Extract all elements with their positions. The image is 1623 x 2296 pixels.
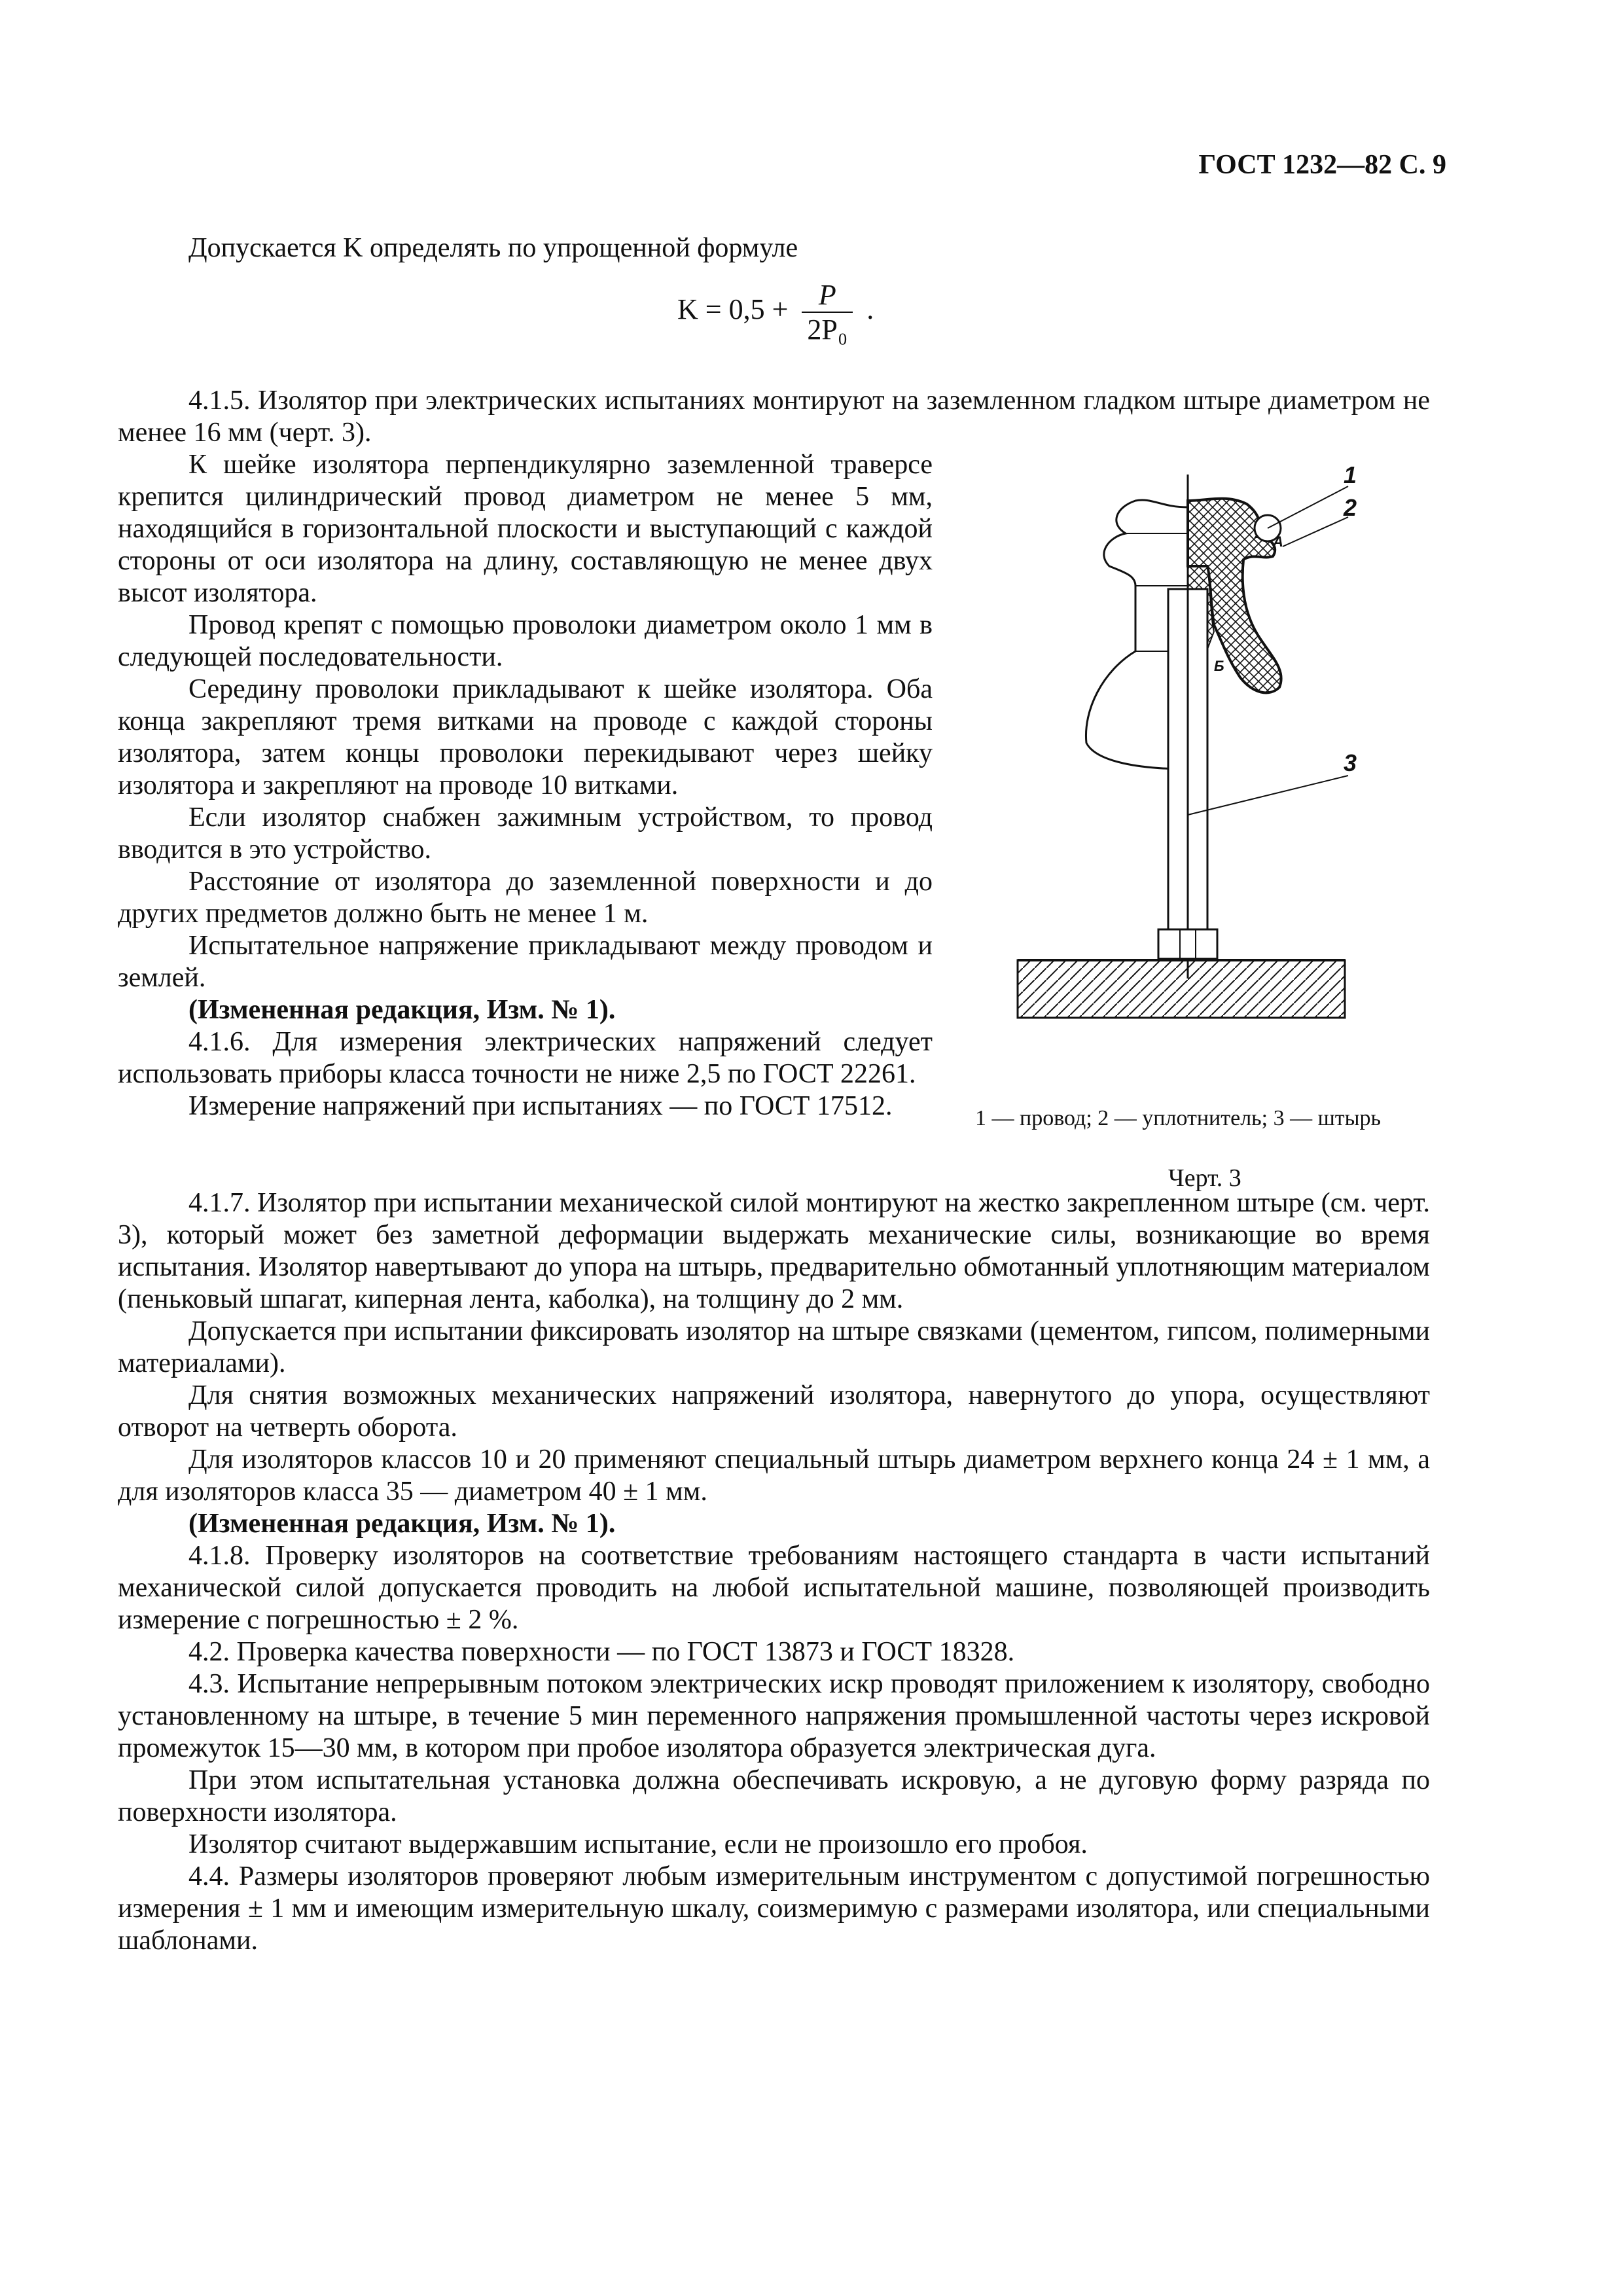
- paragraph-unscrew: Для снятия возможных механических напряжений изолятора, навернутого до упора, осуществляют отворот на четверть оборота.: [118, 1380, 1430, 1443]
- paragraph-4-1-6: 4.1.6. Для измерения электрических напряжений следует использовать приборы класса точности не ниже 2,5 по ГОСТ 22261.: [118, 1027, 933, 1089]
- paragraph-4-1-7: 4.1.7. Изолятор при испытании механической силой монтируют на жестко закрепленном штыре (см. черт. 3), который может без заметной деформации выдержать механические силы, возникающие во время испытания. Изолятор навертывают до упора на штырь, предварительно обмотанный уплотняющим материалом (пеньковый шпагат, киперная лента, каболка), на толщину до 2 мм.: [118, 1188, 1430, 1314]
- narrow-column: [118, 449, 933, 1122]
- paragraph-classes: Для изоляторов классов 10 и 20 применяют специальный штырь диаметром верхнего конца 24 ± 1 мм, а для изоляторов класса 35 — диаметром 40 ± 1 мм.: [118, 1444, 1430, 1507]
- formula-lhs: K = 0,5 +: [677, 293, 789, 326]
- insulator-figure: [1011, 461, 1368, 1103]
- figure-label-3: 3: [1344, 749, 1357, 776]
- formula-numerator: P: [802, 278, 853, 313]
- paragraph-fix: Допускается при испытании фиксировать изолятор на штыре связками (цементом, гипсом, полимерными материалами).: [118, 1316, 1430, 1378]
- amendment-note-1: (Измененная редакция, Изм. № 1).: [188, 995, 616, 1025]
- paragraph-spark-form: При этом испытательная установка должна обеспечивать искровую, а не дуговую форму разряда по поверхности изолятора.: [118, 1765, 1430, 1827]
- grounded-base: [1018, 960, 1345, 1018]
- paragraph-test-voltage: Испытательное напряжение прикладывают между проводом и землей.: [118, 931, 933, 993]
- section-415-lead: [118, 385, 1430, 449]
- figure-label-b: Б: [1214, 658, 1224, 674]
- insulator-drawing: [1011, 461, 1368, 1103]
- formula-k: [677, 278, 874, 346]
- formula-end: .: [866, 293, 874, 326]
- formula-fraction: [802, 278, 853, 346]
- intro-block: [118, 232, 1430, 264]
- paragraph-binding: Провод крепят с помощью проволоки диаметром около 1 мм в следующей последовательности.: [118, 610, 933, 672]
- intro-paragraph: Допускается K определять по упрощенной формуле: [188, 233, 798, 263]
- page-header: ГОСТ 1232—82 С. 9: [1198, 150, 1446, 180]
- paragraph-4-1-5: 4.1.5. Изолятор при электрических испытаниях монтируют на заземленном гладком штыре диаметром не менее 16 мм (черт. 3).: [118, 386, 1430, 448]
- paragraph-passed: Изолятор считают выдержавшим испытание, если не произошло его пробоя.: [188, 1829, 1088, 1859]
- paragraph-binding-steps: Середину проволоки прикладывают к шейке изолятора. Оба конца закрепляют тремя витками на проводе с каждой стороны изолятора, затем концы проволоки перекидывают через шейку изолятора и закрепляют на проводе 10 витками.: [118, 674, 933, 800]
- main-column: [118, 1187, 1430, 1957]
- paragraph-distance: Расстояние от изолятора до заземленной поверхности и до других предметов должно быть не менее 1 м.: [118, 867, 933, 929]
- figure-caption: 1 — провод; 2 — уплотнитель; 3 — штырь: [975, 1106, 1382, 1130]
- paragraph-4-3: 4.3. Испытание непрерывным потоком электрических искр проводят приложением к изолятору, свободно установленному на штыре, в течение 5 мин переменного напряжения промышленной частоты через искровой промежуток 15—30 мм, в котором при пробое изолятора образуется электрическая дуга.: [118, 1669, 1430, 1763]
- paragraph-wire: К шейке изолятора перпендикулярно заземленной траверсе крепится цилиндрический провод диаметром не менее 5 мм, находящийся в горизонтальной плоскости и выступающий с каждой стороны от оси изолятора на длину, составляющую не менее двух высот изолятора.: [118, 450, 933, 608]
- amendment-note-2: (Измененная редакция, Изм. № 1).: [188, 1509, 616, 1539]
- paragraph-4-1-8: 4.1.8. Проверку изоляторов на соответствие требованиям настоящего стандарта в части испытаний механической силой допускается проводить на любой испытательной машине, позволяющей производить измерение с погрешностью ± 2 %.: [118, 1541, 1430, 1635]
- pin-nut: [1158, 929, 1217, 959]
- figure-title: Черт. 3: [1168, 1164, 1241, 1192]
- formula-denominator: 2P₀: [807, 314, 848, 346]
- paragraph-4-4: 4.4. Размеры изоляторов проверяют любым измерительным инструментом с допустимой погрешностью измерения ± 1 мм и имеющим измерительную шкалу, соизмеримую с размерами изолятора, или специальными шаблонами.: [118, 1861, 1430, 1956]
- paragraph-voltage-measure: Измерение напряжений при испытаниях — по ГОСТ 17512.: [188, 1091, 893, 1121]
- figure-label-1: 1: [1344, 461, 1357, 488]
- paragraph-clamp: Если изолятор снабжен зажимным устройством, то провод вводится в это устройство.: [118, 802, 933, 865]
- figure-label-2: 2: [1344, 494, 1357, 521]
- figure-label-a: А: [1273, 533, 1283, 550]
- paragraph-4-2: 4.2. Проверка качества поверхности — по ГОСТ 13873 и ГОСТ 18328.: [188, 1637, 1015, 1667]
